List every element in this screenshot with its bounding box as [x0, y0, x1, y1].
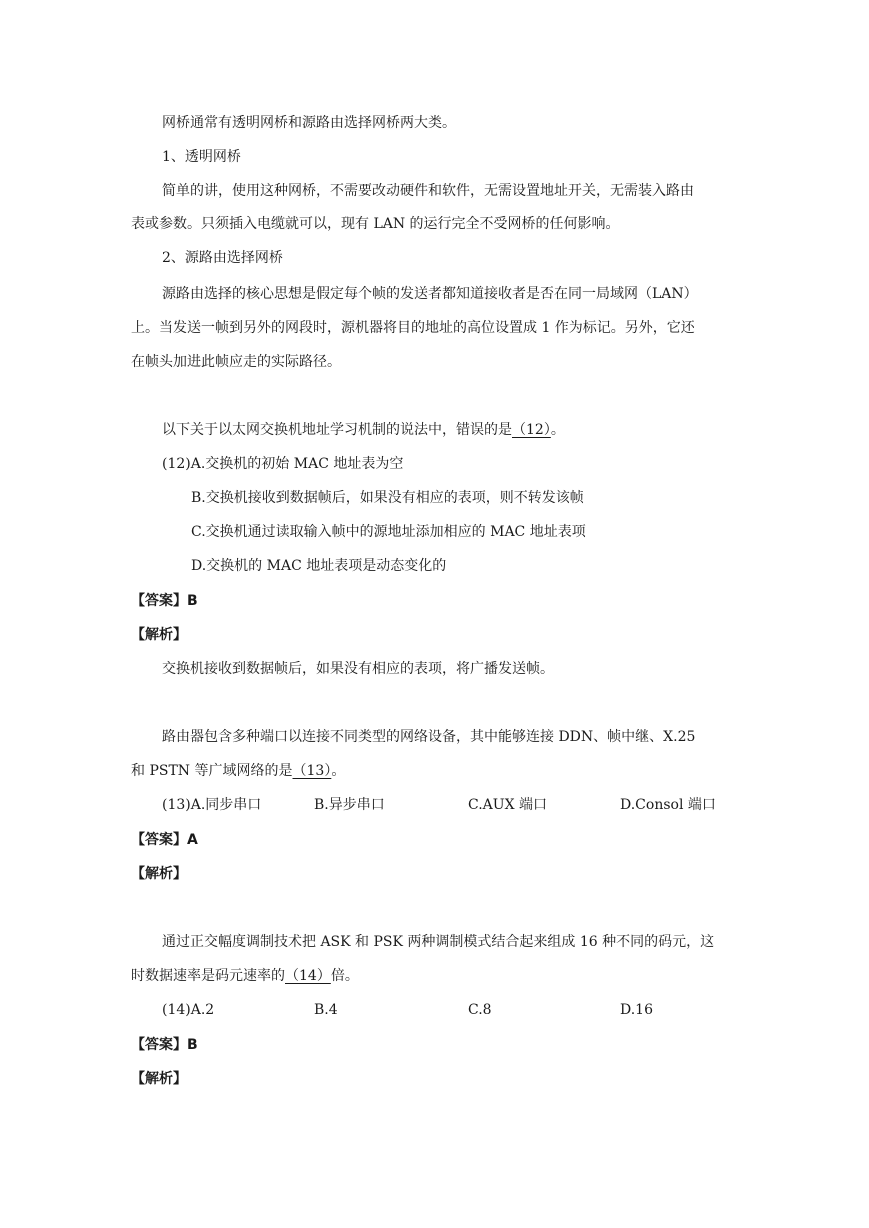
q14-stem-line-1: 通过正交幅度调制技术把 ASK 和 PSK 两种调制模式结合起来组成 16 种不同的码元，这	[162, 934, 715, 950]
q14-stem-suffix: 倍。	[330, 968, 359, 984]
q12-blank: （12）	[512, 422, 551, 438]
source-route-text-line-1: 源路由选择的核心思想是假定每个帧的发送者都知道接收者是否在同一局域网（LAN）	[162, 286, 698, 302]
q13-stem-line-2	[131, 761, 345, 781]
q13-stem-prefix: 和 PSTN 等广域网络的是	[131, 763, 293, 779]
q13-option-d: D.Consol 端口	[620, 797, 716, 813]
q14-analysis-label: 【解析】	[131, 1071, 187, 1087]
q12-option-c: C.交换机通过读取输入帧中的源地址添加相应的 MAC 地址表项	[191, 524, 586, 540]
q13-option-c: C.AUX 端口	[468, 797, 547, 813]
q12-stem-suffix: 。	[550, 422, 565, 438]
q14-option-c: C.8	[468, 1002, 492, 1018]
q14-option-b: B.4	[314, 1002, 338, 1018]
transparent-bridge-text-line-2: 表或参数。只须插入电缆就可以，现有 LAN 的运行完全不受网桥的任何影响。	[131, 216, 620, 232]
q12-stem	[162, 420, 565, 440]
q12-analysis-text: 交换机接收到数据帧后，如果没有相应的表项，将广播发送帧。	[162, 661, 554, 677]
q14-blank: （14）	[285, 968, 331, 984]
q13-analysis-label: 【解析】	[131, 866, 187, 882]
heading-transparent-bridge: 1、透明网桥	[162, 149, 241, 165]
bridge-intro: 网桥通常有透明网桥和源路由选择网桥两大类。	[162, 115, 456, 131]
q14-option-a: (14)A.2	[162, 1002, 215, 1018]
q13-option-b: B.异步串口	[314, 797, 385, 813]
q12-option-b: B.交换机接收到数据帧后，如果没有相应的表项，则不转发该帧	[191, 490, 584, 506]
q12-stem-prefix: 以下关于以太网交换机地址学习机制的说法中，错误的是	[162, 422, 512, 438]
q12-answer: 【答案】B	[131, 593, 198, 609]
q13-stem-suffix: 。	[331, 763, 346, 779]
heading-source-route-bridge: 2、源路由选择网桥	[162, 250, 283, 266]
q13-stem-line-1: 路由器包含多种端口以连接不同类型的网络设备，其中能够连接 DDN、帧中继、X.25	[162, 729, 696, 745]
source-route-text-line-3: 在帧头加进此帧应走的实际路径。	[131, 354, 341, 370]
q13-option-a: (13)A.同步串口	[162, 797, 262, 813]
q14-stem-line-2	[131, 966, 359, 986]
q14-stem-prefix: 时数据速率是码元速率的	[131, 968, 285, 984]
source-route-text-line-2: 上。当发送一帧到另外的网段时，源机器将目的地址的高位设置成 1 作为标记。另外，它还	[131, 320, 695, 336]
transparent-bridge-text-line-1: 简单的讲，使用这种网桥，不需要改动硬件和软件，无需设置地址开关，无需装入路由	[162, 183, 694, 199]
q14-answer: 【答案】B	[131, 1037, 198, 1053]
q12-analysis-label: 【解析】	[131, 627, 187, 643]
q13-blank: （13）	[292, 763, 332, 779]
q13-answer: 【答案】A	[131, 832, 198, 848]
q12-option-a: (12)A.交换机的初始 MAC 地址表为空	[162, 456, 404, 472]
q14-option-d: D.16	[620, 1002, 653, 1018]
q12-option-d: D.交换机的 MAC 地址表项是动态变化的	[191, 558, 447, 574]
